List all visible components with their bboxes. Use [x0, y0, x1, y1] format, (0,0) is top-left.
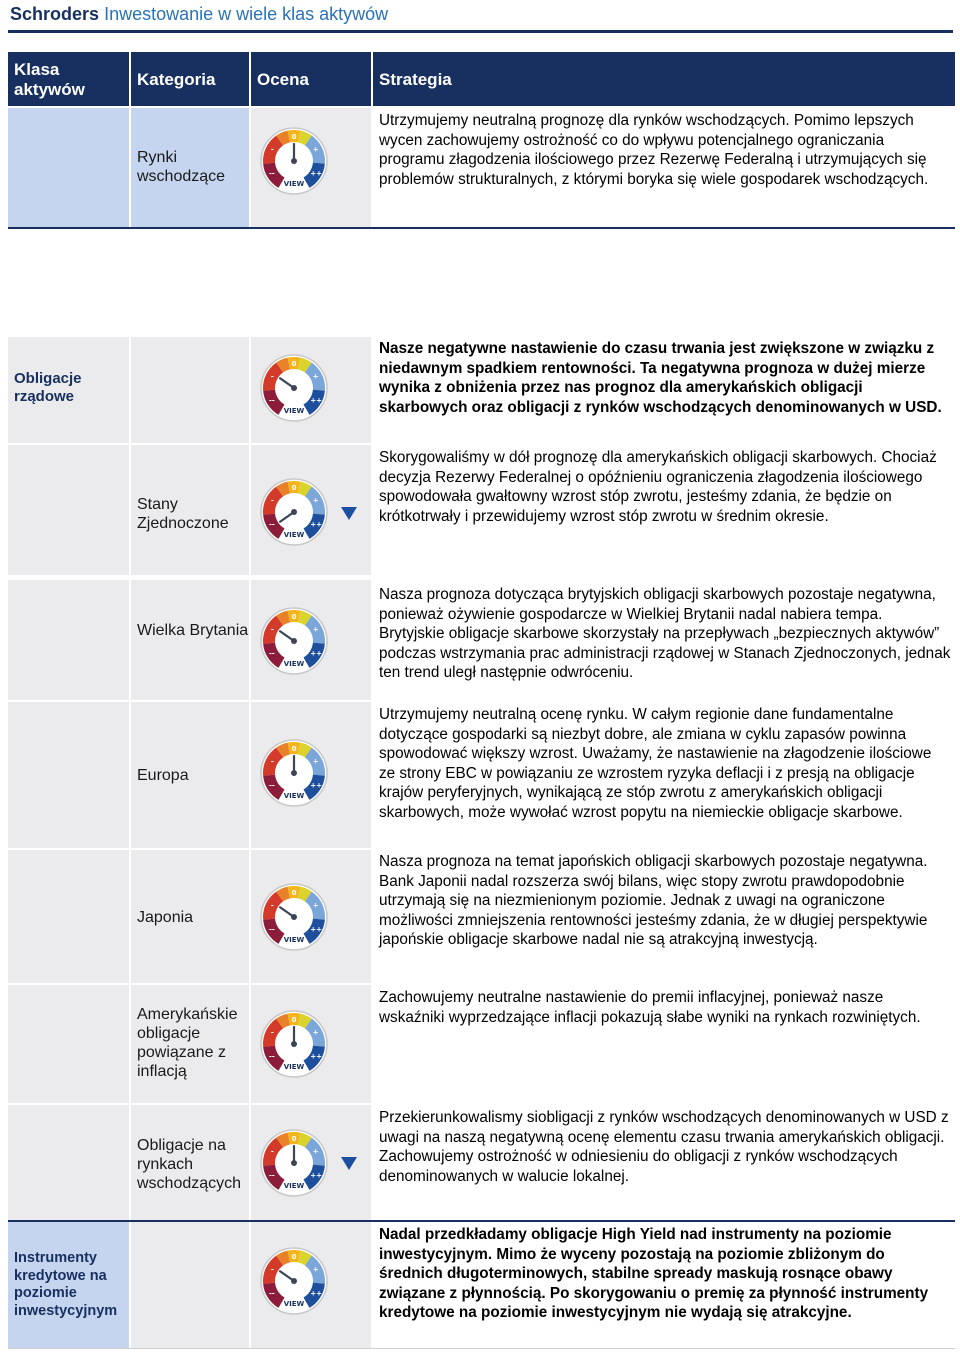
- asset-class-cell: [8, 985, 129, 1103]
- gauge-tick-label: ++: [310, 925, 322, 934]
- asset-class-cell: [8, 702, 129, 848]
- rating-cell: [251, 1105, 371, 1220]
- rating-cell: [251, 337, 371, 443]
- asset-class-cell: [8, 1222, 129, 1348]
- gauge-tick-label: -: [270, 757, 274, 766]
- gauge-view-label: VIEW: [283, 660, 305, 668]
- gauge-tick-label: +: [312, 625, 319, 634]
- strategy-cell: [373, 985, 955, 1103]
- column-header-category: Kategoria: [131, 52, 249, 106]
- strategy-text: Nasza prognoza na temat japońskich obligacji skarbowych pozostaje negatywna. Bank Japonii nadal rozszerza swój bilans, więc stopy zwrotu prawdopodobnie utrzymają się na niezmienionym poziomie. Jednak z uwagi na ograniczone możliwości zmniejszenia rentowności jesteśmy zdania, że w długiej perspektywie japońskie obligacje skarbowe nadal nie są atrakcyjną inwestycją.: [379, 853, 928, 949]
- gauge-icon: [259, 477, 329, 547]
- rating-cell: [251, 850, 371, 983]
- rating-cell: [251, 445, 371, 575]
- strategy-text: Przekierunkowalismy siobligacji z rynków wschodzących denominowanych w USD z uwagi na naszą negatywną ocenę elementu czasu trwania amerykańskich obligacji. Zachowujemy ostrożność w odniesieniu do obligacji z rynków wschodzących denominowanych w walucie lokalnej.: [379, 1109, 949, 1185]
- category-cell: [131, 850, 249, 983]
- table-bottom-rule: [8, 1348, 955, 1349]
- gauge-tick-label: ++: [310, 520, 322, 529]
- gauge-graphic: [259, 353, 329, 423]
- gauge-tick-label: 0: [291, 133, 297, 141]
- section-divider: [8, 227, 955, 229]
- strategy-cell: [373, 580, 955, 700]
- gauge-icon: [259, 738, 329, 808]
- gauge-tick-label: +: [312, 372, 319, 381]
- gauge-tick-label: ++: [310, 1289, 322, 1298]
- gauge-view-label: VIEW: [283, 792, 305, 800]
- strategy-text: Nasze negatywne nastawienie do czasu trwania jest zwiększone w związku z niedawnym spadkiem rentowności. Ta negatywna prognoza w dużej mierze wynika z obniżenia przez nas prognoz dla amerykańskich obligacji skarbowych oraz obligacji z rynków wschodzących denominowanych w USD.: [379, 340, 942, 416]
- category-label: Europa: [137, 767, 189, 784]
- gauge-tick-label: 0: [291, 1135, 297, 1143]
- column-header-asset-class: Klasa aktywów: [8, 52, 129, 106]
- gauge-icon: [259, 1246, 329, 1316]
- strategy-cell: [373, 1222, 955, 1348]
- strategy-text: Nasza prognoza dotycząca brytyjskich obligacji skarbowych pozostaje negatywna, ponieważ ożywienie gospodarcze w Wielkiej Brytanii nadal nabiera tempa. Brytyjskie obligacje skarbowe skorzystały na przepływach „bezpiecznych aktywów” podczas wstrzymania prac administracji rządowej w Stanach Zjednoczonych, jednak ten trend uległ następnie odwróceniu.: [379, 586, 951, 682]
- gauge-tick-label: 0: [291, 745, 297, 753]
- category-cell: [131, 445, 249, 575]
- gauge-graphic: [259, 882, 329, 952]
- asset-class-label: Instrumenty kredytowe na poziomie inwestycyjnym: [14, 1250, 118, 1319]
- gauge-graphic: [259, 1009, 329, 1079]
- gauge-tick-label: 0: [291, 360, 297, 368]
- down-arrow-icon: [341, 1157, 357, 1170]
- category-cell: [131, 1105, 249, 1220]
- asset-class-cell: [8, 1105, 129, 1220]
- gauge-tick-label: --: [269, 1052, 275, 1061]
- gauge-graphic: [259, 1128, 329, 1198]
- gauge-tick-label: --: [269, 1171, 275, 1180]
- gauge-graphic: [259, 738, 329, 808]
- gauge-tick-label: ++: [310, 781, 322, 790]
- gauge-tick-label: +: [312, 145, 319, 154]
- gauge-tick-label: ++: [310, 169, 322, 178]
- gauge-view-label: VIEW: [283, 1300, 305, 1308]
- strategy-text: Zachowujemy neutralne nastawienie do premii inflacyjnej, ponieważ nasze wskaźniki wyprzedzające inflacji pokazują słabe wyniki na rynkach rozwiniętych.: [379, 989, 921, 1026]
- category-label: Obligacje na rynkach wschodzących: [137, 1137, 242, 1192]
- category-label: Rynki wschodzące: [137, 149, 226, 185]
- gauge-tick-label: ++: [310, 1171, 322, 1180]
- gauge-tick-label: --: [269, 169, 275, 178]
- gauge-icon: [259, 126, 329, 196]
- gauge-tick-label: 0: [291, 484, 297, 492]
- gauge-tick-label: --: [269, 649, 275, 658]
- asset-class-cell: [8, 580, 129, 700]
- strategy-cell: [373, 337, 955, 443]
- gauge-tick-label: ++: [310, 649, 322, 658]
- category-label: Wielka Brytania: [137, 622, 249, 639]
- gauge-view-label: VIEW: [283, 407, 305, 415]
- gauge-tick-label: --: [269, 1289, 275, 1298]
- document-header: [10, 2, 955, 30]
- asset-class-cell: [8, 337, 129, 443]
- asset-class-cell: [8, 850, 129, 983]
- gauge-view-label: VIEW: [283, 1063, 305, 1071]
- rating-cell: [251, 985, 371, 1103]
- gauge-tick-label: --: [269, 396, 275, 405]
- gauge-icon: [259, 1128, 329, 1198]
- gauge-icon: [259, 353, 329, 423]
- gauge-view-label: VIEW: [283, 531, 305, 539]
- category-label: Japonia: [137, 909, 194, 926]
- gauge-graphic: [259, 606, 329, 676]
- gauge-tick-label: +: [312, 757, 319, 766]
- gauge-tick-label: 0: [291, 1016, 297, 1024]
- gauge-tick-label: --: [269, 520, 275, 529]
- gauge-tick-label: -: [270, 901, 274, 910]
- category-cell: [131, 580, 249, 700]
- column-header-rating: Ocena: [251, 52, 371, 106]
- strategy-cell: [373, 445, 955, 575]
- rating-cell: [251, 702, 371, 848]
- strategy-text: Utrzymujemy neutralną prognozę dla rynków wschodzących. Pomimo lepszych wycen zachowujemy ostrożność co do wpływu potencjalnego ograniczania programu złagodzenia ilościowego przez Rezerwę Federalną i utrzymujących się problemów strukturalnych, z którymi boryka się wiele gospodarek wschodzących.: [379, 112, 929, 188]
- gauge-tick-label: +: [312, 1147, 319, 1156]
- down-arrow-icon: [341, 507, 357, 520]
- category-label: Stany Zjednoczone: [137, 496, 229, 532]
- brand-name: Schroders: [10, 4, 100, 24]
- gauge-icon: [259, 606, 329, 676]
- column-header-strategy: Strategia: [373, 52, 955, 106]
- asset-class-cell: [8, 445, 129, 575]
- gauge-tick-label: +: [312, 496, 319, 505]
- category-cell: [131, 985, 249, 1103]
- gauge-icon: [259, 1009, 329, 1079]
- category-label: Amerykańskie obligacje powiązane z inflacją: [137, 1006, 238, 1080]
- gauge-icon: [259, 882, 329, 952]
- gauge-view-label: VIEW: [283, 180, 305, 188]
- rating-cell: [251, 580, 371, 700]
- category-cell: [131, 337, 249, 443]
- asset-class-label: Obligacje rządowe: [14, 370, 82, 405]
- gauge-graphic: [259, 126, 329, 196]
- strategy-cell: [373, 108, 955, 228]
- header-rule: [8, 30, 953, 33]
- strategy-text: Skorygowaliśmy w dół prognozę dla amerykańskich obligacji skarbowych. Chociaż decyzja Rezerwy Federalnej o opóźnieniu ograniczenia złagodzenia ilościowego spowodowała gwałtowny wzrost stóp zwrotu, jesteśmy zdania, że będzie on krótkotrwały i przewidujemy wzrost stóp zwrotu w średnim okresie.: [379, 449, 937, 525]
- gauge-tick-label: 0: [291, 1253, 297, 1261]
- asset-class-cell: [8, 108, 129, 228]
- gauge-graphic: [259, 1246, 329, 1316]
- gauge-tick-label: 0: [291, 889, 297, 897]
- gauge-tick-label: -: [270, 372, 274, 381]
- gauge-tick-label: +: [312, 1265, 319, 1274]
- gauge-tick-label: -: [270, 625, 274, 634]
- gauge-tick-label: +: [312, 901, 319, 910]
- gauge-tick-label: ++: [310, 1052, 322, 1061]
- category-cell: [131, 1222, 249, 1348]
- gauge-tick-label: -: [270, 1028, 274, 1037]
- strategy-text: Nadal przedkładamy obligacje High Yield nad instrumenty na poziomie inwestycyjnym. Mimo że wyceny pozostają na poziomie zbliżonym do średnich długoterminowych, stabilne spready maskują rosnące obawy związane z płynnością. Po skorygowaniu o premię za płynność instrumenty kredytowe na poziomie inwestycyjnym nie wydają się atrakcyjne.: [379, 1226, 929, 1322]
- rating-cell: [251, 108, 371, 228]
- gauge-view-label: VIEW: [283, 1182, 305, 1190]
- strategy-cell: [373, 702, 955, 848]
- gauge-tick-label: -: [270, 1265, 274, 1274]
- gauge-tick-label: --: [269, 781, 275, 790]
- gauge-view-label: VIEW: [283, 936, 305, 944]
- gauge-tick-label: +: [312, 1028, 319, 1037]
- gauge-tick-label: -: [270, 1147, 274, 1156]
- strategy-cell: [373, 1105, 955, 1220]
- category-cell: [131, 702, 249, 848]
- category-cell: [131, 108, 249, 228]
- strategy-text: Utrzymujemy neutralną ocenę rynku. W całym regionie dane fundamentalne dotyczące gospodarki są niezbyt dobre, ale zmiana w cyklu zapasów powinna spowodować większy wzrost. Uważamy, że nastawienie na złagodzenie ilościowe ze strony EBC w powiązaniu ze wzrostem ryzyka deflacji i z presją na obligacje krajów peryferyjnych, wynikającą ze stóp zwrotu z amerykańskich obligacji skarbowych, może wywołać wzrost popytu na niemieckie obligacje skarbowe.: [379, 706, 932, 821]
- gauge-tick-label: 0: [291, 613, 297, 621]
- gauge-tick-label: -: [270, 145, 274, 154]
- gauge-graphic: [259, 477, 329, 547]
- rating-cell: [251, 1222, 371, 1348]
- gauge-tick-label: ++: [310, 396, 322, 405]
- document-subtitle: Inwestowanie w wiele klas aktywów: [104, 4, 389, 24]
- strategy-cell: [373, 850, 955, 983]
- gauge-tick-label: -: [270, 496, 274, 505]
- gauge-tick-label: --: [269, 925, 275, 934]
